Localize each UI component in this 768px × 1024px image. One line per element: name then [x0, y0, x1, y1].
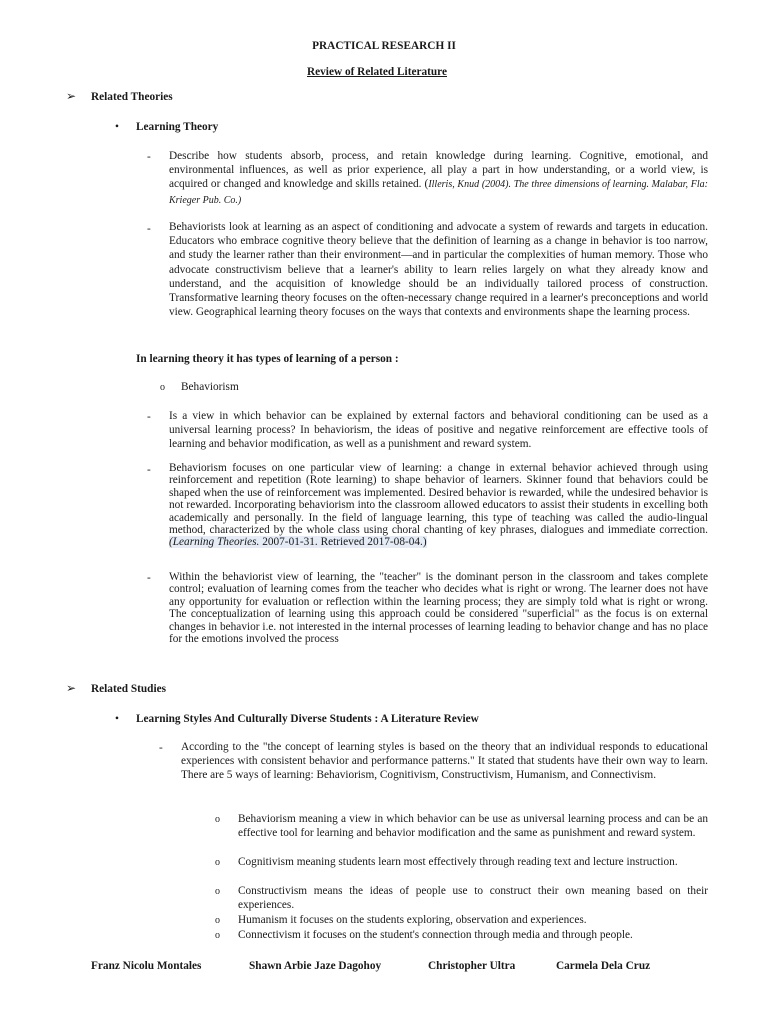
- bullet-icon: •: [115, 121, 119, 133]
- circle-bullet-icon: o: [215, 915, 220, 926]
- dash-icon: -: [147, 464, 151, 476]
- paragraph-behaviorism-definition: Is a view in which behavior can be explained by external factors and behavioral conditioning can be used as a universal learning process? In behaviorism, the ideas of positive and negative reinforcement are effective tools of learning and behavior modification, as well as a punishment and reward system.: [169, 410, 708, 451]
- list-item-humanism: Humanism it focuses on the students exploring, observation and experiences.: [238, 914, 587, 926]
- circle-bullet-icon: o: [160, 382, 165, 393]
- author-name: Franz Nicolu Montales: [91, 960, 202, 972]
- dash-icon: -: [147, 411, 151, 423]
- paragraph-text: Describe how students absorb, process, and retain knowledge during learning. Cognitive, emotional, and environmental influences, as well as prior experience, all play a part in how understanding, or a world view, is acquired or changed and knowledge and skills retained. (: [169, 150, 708, 191]
- types-heading: In learning theory it has types of learning of a person :: [136, 353, 399, 365]
- arrow-bullet-icon: ➢: [66, 89, 77, 103]
- circle-bullet-icon: o: [215, 814, 220, 825]
- paragraph-behaviorism-focus: [169, 462, 708, 549]
- circle-bullet-icon: o: [215, 857, 220, 868]
- author-name: Shawn Arbie Jaze Dagohoy: [249, 960, 382, 972]
- list-item-connectivism: Connectivism it focuses on the student's connection through media and through people.: [238, 929, 633, 941]
- author-name: Christopher Ultra: [428, 960, 516, 972]
- paragraph-text: Behaviorism focuses on one particular view of learning: a change in external behavior achieved through using reinforcement and repetition (Rote learning) to shape behavior of learners. Skinner found that behaviors could be shaped when the use of reinforcement was implemented. Desired behavior is rewarded, while the undesired behavior is not rewarded. Incorporating behaviorism into the classroom allowed educators to assist their students in excelling both academically and personally. In the field of language learning, this type of teaching was called the audio-lingual method, characterized by the whole class using choral chanting of key phrases, dialogues and immediate correction.: [169, 462, 708, 537]
- list-item-constructivism: Constructivism means the ideas of people use to construct their own meaning based on their experiences.: [238, 885, 708, 912]
- citation-date: 2007-01-31. Retrieved 2017-08-04.): [259, 536, 427, 549]
- paragraph-learning-styles: According to the "the concept of learning styles is based on the theory that an individual responds to educational experiences with consistent behavior and performance patterns." It stated that students have their own way to learn. There are 5 ways of learning: Behaviorism, Cognitivism, Constructivism, Humanism, and Connectivism.: [181, 741, 708, 782]
- paragraph-learning-approaches: Behaviorists look at learning as an aspect of conditioning and advocate a system of rewards and targets in education. Educators who embrace cognitive theory believe that the definition of learning as a change in behavior is too narrow, and study the learner rather than their environment—and in particular the complexities of human memory. Those who advocate constructivism believe that a learner's ability to learn relies largely on what they already know and understand, and the acquisition of knowledge should be an individually tailored process of construction. Transformative learning theory focuses on the often-necessary change required in a learner's preconceptions and world view. Geographical learning theory focuses on the ways that contexts and environments shape the learning process.: [169, 221, 708, 319]
- section-heading-studies: Related Studies: [91, 683, 167, 695]
- dash-icon: -: [159, 742, 163, 754]
- dash-icon: -: [147, 223, 151, 235]
- section-heading-theories: Related Theories: [91, 91, 173, 103]
- page-subtitle: Review of Related Literature: [306, 66, 447, 78]
- dash-icon: -: [147, 572, 151, 584]
- circle-bullet-icon: o: [215, 930, 220, 941]
- subheading-learning-styles: Learning Styles And Culturally Diverse Students : A Literature Review: [136, 713, 479, 725]
- paragraph-learning-theory-definition: [169, 149, 708, 208]
- citation: Illeris, Knud (2004). The three dimensions of learning. Malabar, Fla: Krieger Pub. Co.): [169, 179, 708, 206]
- dash-icon: -: [147, 151, 151, 163]
- list-item-behaviorism: Behaviorism meaning a view in which behavior can be use as universal learning process and can be an effective tool for learning and behavior modification and the same as punishment and reward system.: [238, 813, 708, 840]
- paragraph-behaviorist-teacher: Within the behaviorist view of learning, the "teacher" is the dominant person in the classroom and takes complete control; evaluation of learning comes from the teacher who decides what is right or wrong. The learner does not have any opportunity for evaluation or reflection within the learning process; they are simply told what is right or wrong. The conceptualization of learning using this approach could be considered "superficial" as the focus is on external changes in behavior i.e. not interested in the internal processes of learning leading to behavior change and has no place for the emotions involved the process: [169, 571, 708, 646]
- list-item-cognitivism: Cognitivism meaning students learn most effectively through reading text and lecture instruction.: [238, 856, 678, 868]
- bullet-icon: •: [115, 713, 119, 725]
- author-name: Carmela Dela Cruz: [556, 960, 651, 972]
- citation: (Learning Theories.: [169, 536, 260, 549]
- type-item-behaviorism: Behaviorism: [181, 381, 239, 393]
- page-title: PRACTICAL RESEARCH II: [312, 40, 456, 52]
- arrow-bullet-icon: ➢: [66, 681, 77, 695]
- subheading-learning-theory: Learning Theory: [136, 121, 219, 133]
- circle-bullet-icon: o: [215, 886, 220, 897]
